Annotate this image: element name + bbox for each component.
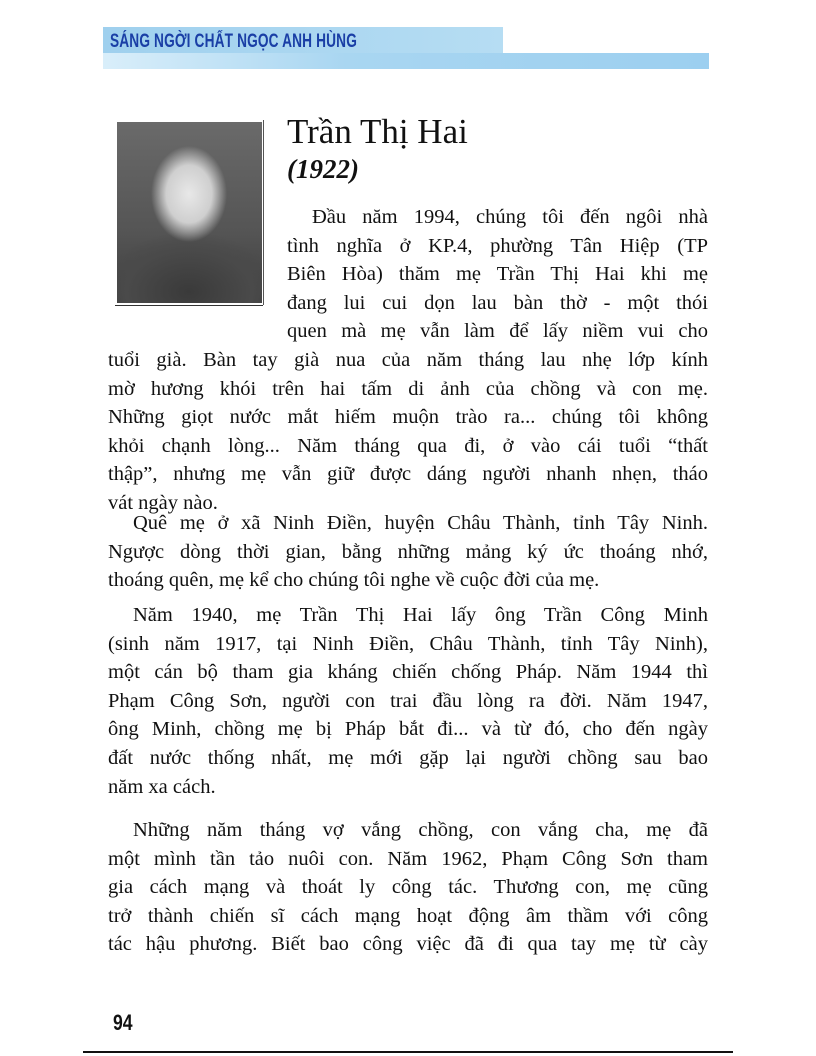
text-line: tuổi già. Bàn tay già nua của năm tháng lau nhẹ lớp kính (108, 349, 708, 371)
bottom-rule (83, 1051, 733, 1053)
text-line: gia cách mạng và thoát ly công tác. Thương con, mẹ cũng (108, 876, 708, 899)
header-band-strip (103, 53, 709, 69)
paragraph-1 (287, 203, 708, 346)
article-title: Trần Thị Hai (287, 112, 468, 151)
text-line: (sinh năm 1917, tại Ninh Điền, Châu Thành, tỉnh Tây Ninh), (108, 632, 708, 655)
portrait-photo (117, 122, 262, 303)
text-line: khỏi chạnh lòng... Năm tháng qua đi, ở vào cái tuổi “thất (108, 434, 708, 457)
text-line: ông Minh, chồng mẹ bị Pháp bắt đi... và từ đó, cho đến ngày (108, 718, 708, 741)
text-line: trở thành chiến sĩ cách mạng hoạt động âm thầm với công (108, 904, 708, 927)
text-line: Ngược dòng thời gian, bằng những mảng ký ức thoáng nhớ, (108, 540, 708, 563)
text-line: đang lui cui dọn lau bàn thờ - một thói (287, 291, 708, 314)
photo-border (115, 305, 263, 306)
text-line: thoáng quên, mẹ kể cho chúng tôi nghe về cuộc đời của mẹ. (108, 569, 600, 592)
text-line: vát ngày nào. (108, 491, 218, 514)
text-line: tình nghĩa ở KP.4, phường Tân Hiệp (TP (287, 234, 708, 257)
paragraph-3 (108, 601, 708, 801)
paragraph-2 (108, 509, 708, 595)
text-line: Phạm Công Sơn, người con trai đầu lòng ra đời. Năm 1947, (108, 689, 708, 712)
text-line: Đầu năm 1994, chúng tôi đến ngôi nhà (312, 206, 708, 228)
text-line: năm xa cách. (108, 775, 216, 798)
page-number: 94 (113, 1010, 133, 1035)
article-years: (1922) (287, 154, 359, 184)
paragraph-4 (108, 816, 708, 959)
text-line: quen mà mẹ vẫn làm để lấy niềm vui cho (287, 320, 708, 343)
text-line: một cán bộ tham gia kháng chiến chống Pháp. Năm 1944 thì (108, 661, 708, 684)
text-line: Những giọt nước mắt hiếm muộn trào ra... chúng tôi không (108, 406, 708, 429)
text-line: một mình tần tảo nuôi con. Năm 1962, Phạm Công Sơn tham (108, 847, 708, 870)
section-title: SÁNG NGỜI CHẤT NGỌC ANH HÙNG (110, 31, 357, 52)
text-line: tác hậu phương. Biết bao công việc đã đi qua tay mẹ từ cày (108, 933, 708, 956)
text-line: mờ hương khói trên hai tấm di ảnh của chồng và con mẹ. (108, 377, 708, 400)
text-line: Năm 1940, mẹ Trần Thị Hai lấy ông Trần Công Minh (133, 604, 708, 626)
photo-border (263, 120, 264, 305)
text-line: Quê mẹ ở xã Ninh Điền, huyện Châu Thành, tỉnh Tây Ninh. (133, 512, 708, 534)
text-line: Biên Hòa) thăm mẹ Trần Thị Hai khi mẹ (287, 263, 708, 286)
text-line: đất nước thống nhất, mẹ mới gặp lại người chồng sau bao (108, 746, 708, 769)
text-line: Những năm tháng vợ vắng chồng, con vắng cha, mẹ đã (133, 819, 708, 841)
paragraph-1-continued (108, 346, 708, 518)
text-line: thập”, nhưng mẹ vẫn giữ được dáng người nhanh nhẹn, tháo (108, 463, 708, 486)
